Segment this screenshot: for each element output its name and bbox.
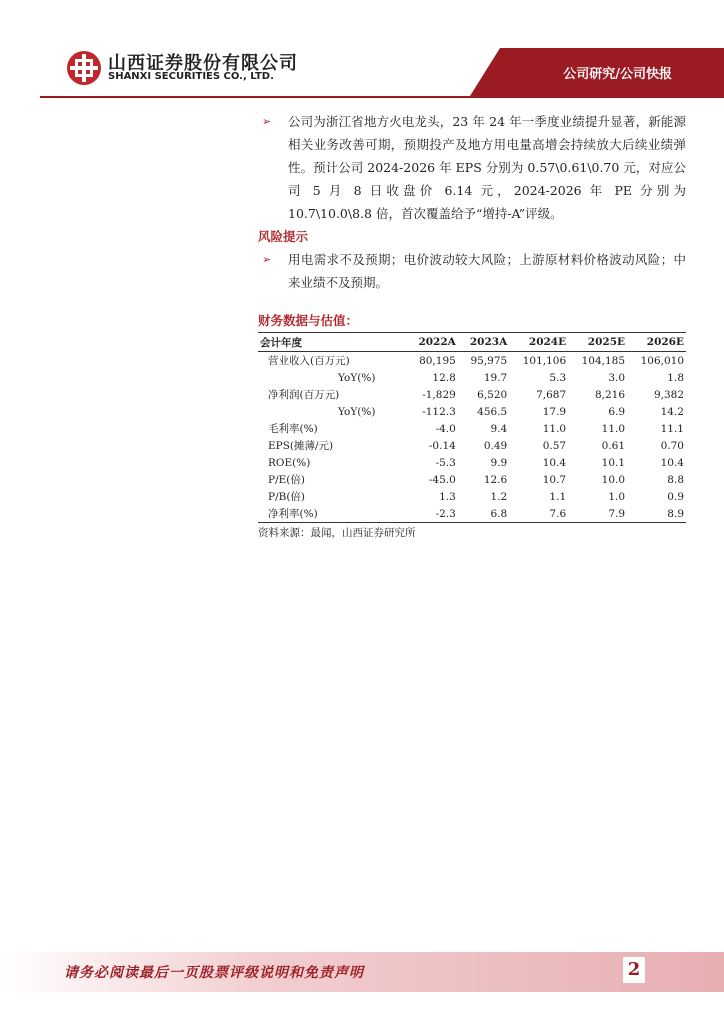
table-cell: 0.9 xyxy=(667,490,684,503)
row-label: P/B(倍) xyxy=(268,491,306,503)
financial-table xyxy=(258,332,686,523)
table-cell: 106,010 xyxy=(640,354,684,367)
table-row xyxy=(258,437,686,454)
table-cell: 8.8 xyxy=(667,473,684,486)
risk-text: 用电需求不及预期；电价波动较大风险；上游原材料价格波动风险；中来业绩不及预期。 xyxy=(288,252,686,290)
table-cell: -1,829 xyxy=(422,388,456,401)
table-cell: 1.8 xyxy=(667,371,684,384)
page-header xyxy=(0,0,724,100)
summary-bullet xyxy=(258,110,686,225)
company-name-cn: 山西证券股份有限公司 xyxy=(108,53,298,74)
table-header-row xyxy=(258,333,686,352)
header-cell: 2023A xyxy=(458,333,509,352)
footer-disclaimer: 请务必阅读最后一页股票评级说明和免责声明 xyxy=(64,965,364,981)
table-cell: 9.9 xyxy=(490,456,508,469)
table-row xyxy=(258,369,686,386)
report-category: 公司研究/公司快报 xyxy=(563,67,672,82)
table-cell: 19.7 xyxy=(483,371,508,384)
table-cell: 104,185 xyxy=(581,354,626,367)
table-cell: 6.9 xyxy=(608,405,626,418)
table-cell: 11.0 xyxy=(601,422,626,435)
page-number: 2 xyxy=(623,957,645,983)
table-row xyxy=(258,403,686,420)
table-cell: 14.2 xyxy=(660,405,684,418)
table-cell: 11.0 xyxy=(542,422,567,435)
row-label: EPS(摊薄/元) xyxy=(268,440,334,452)
table-cell: -5.3 xyxy=(435,456,456,469)
table-cell: 0.57 xyxy=(542,439,567,452)
data-source: 资料来源：最闻，山西证券研究所 xyxy=(258,527,416,539)
table-cell: -4.0 xyxy=(435,422,456,435)
row-label: YoY(%) xyxy=(338,371,376,384)
header-cell: 2026E xyxy=(627,333,686,352)
row-label: P/E(倍) xyxy=(268,474,305,486)
table-cell: 0.49 xyxy=(483,439,508,452)
table-cell: -45.0 xyxy=(428,473,456,486)
table-cell: 7.9 xyxy=(568,505,627,523)
table-row xyxy=(258,505,686,523)
summary-content xyxy=(258,110,686,294)
shanxi-securities-logo-icon xyxy=(66,50,102,86)
table-cell: 12.8 xyxy=(432,371,456,384)
table-cell: 10.1 xyxy=(601,456,626,469)
table-cell: 10.7 xyxy=(542,473,567,486)
table-cell: 9,382 xyxy=(653,388,684,401)
table-row xyxy=(258,352,686,370)
header-cell: 2025E xyxy=(568,333,627,352)
table-cell: 5.3 xyxy=(549,371,567,384)
table-cell: 1.3 xyxy=(439,490,456,503)
table-cell: 6.8 xyxy=(458,505,509,523)
table-cell: 9.4 xyxy=(490,422,508,435)
header-cell: 会计年度 xyxy=(258,333,406,352)
table-row xyxy=(258,386,686,403)
company-name-en: SHANXI SECURITIES CO., LTD. xyxy=(108,71,274,82)
table-row xyxy=(258,471,686,488)
row-label: ROE(%) xyxy=(268,456,311,469)
arrow-bullet-icon: ➢ xyxy=(262,115,272,128)
table-cell: 7,687 xyxy=(536,388,567,401)
header-cell: 2024E xyxy=(509,333,568,352)
table-cell: -2.3 xyxy=(406,505,457,523)
row-label: YoY(%) xyxy=(338,405,376,418)
table-cell: 80,195 xyxy=(419,354,456,367)
table-cell: -112.3 xyxy=(422,405,456,418)
row-label: 营业收入(百万元) xyxy=(268,355,350,367)
table-cell: 11.1 xyxy=(660,422,684,435)
row-label: 毛利率(%) xyxy=(268,423,318,435)
table-cell: 1.1 xyxy=(549,490,567,503)
summary-text: 公司为浙江省地方火电龙头，23 年 24 年一季度业绩提升显著，新能源相关业务改善可期，预期投产及地方用电量高增会持续放大后续业绩弹性。预计公司 2024-2026 年 EPS 分别为 0.57\0.61\0.70 元，对应公司 5 月 8 日收盘价 6.14 元，2024-2026 年 PE 分别为 10.7\10.0\8.8 倍，首次覆盖给予“增持-A”评级。 xyxy=(288,114,686,221)
financial-title: 财务数据与估值： xyxy=(258,313,359,328)
row-label: 净利率(%) xyxy=(258,505,406,523)
header-divider xyxy=(40,96,724,98)
arrow-bullet-icon: ➢ xyxy=(262,253,272,266)
header-cell: 2022A xyxy=(406,333,457,352)
table-cell: 10.4 xyxy=(542,456,567,469)
table-cell: 6,520 xyxy=(477,388,508,401)
table-cell: 0.70 xyxy=(660,439,684,452)
table-cell: 95,975 xyxy=(470,354,508,367)
risk-title: 风险提示 xyxy=(258,229,309,244)
table-cell: 10.4 xyxy=(660,456,684,469)
table-cell: 7.6 xyxy=(509,505,568,523)
table-cell: 17.9 xyxy=(542,405,567,418)
table-cell: 8.9 xyxy=(627,505,686,523)
table-cell: 12.6 xyxy=(483,473,508,486)
table-cell: 10.0 xyxy=(601,473,626,486)
table-cell: 3.0 xyxy=(608,371,626,384)
table-row xyxy=(258,488,686,505)
table-cell: 1.2 xyxy=(490,490,508,503)
table-cell: 0.61 xyxy=(601,439,626,452)
table-row xyxy=(258,454,686,471)
table-cell: 101,106 xyxy=(522,354,567,367)
table-cell: 456.5 xyxy=(477,405,508,418)
table-cell: 1.0 xyxy=(608,490,626,503)
table-cell: -0.14 xyxy=(428,439,456,452)
row-label: 净利润(百万元) xyxy=(268,389,340,401)
risk-bullet xyxy=(258,248,686,294)
table-cell: 8,216 xyxy=(594,388,626,401)
table-row xyxy=(258,420,686,437)
